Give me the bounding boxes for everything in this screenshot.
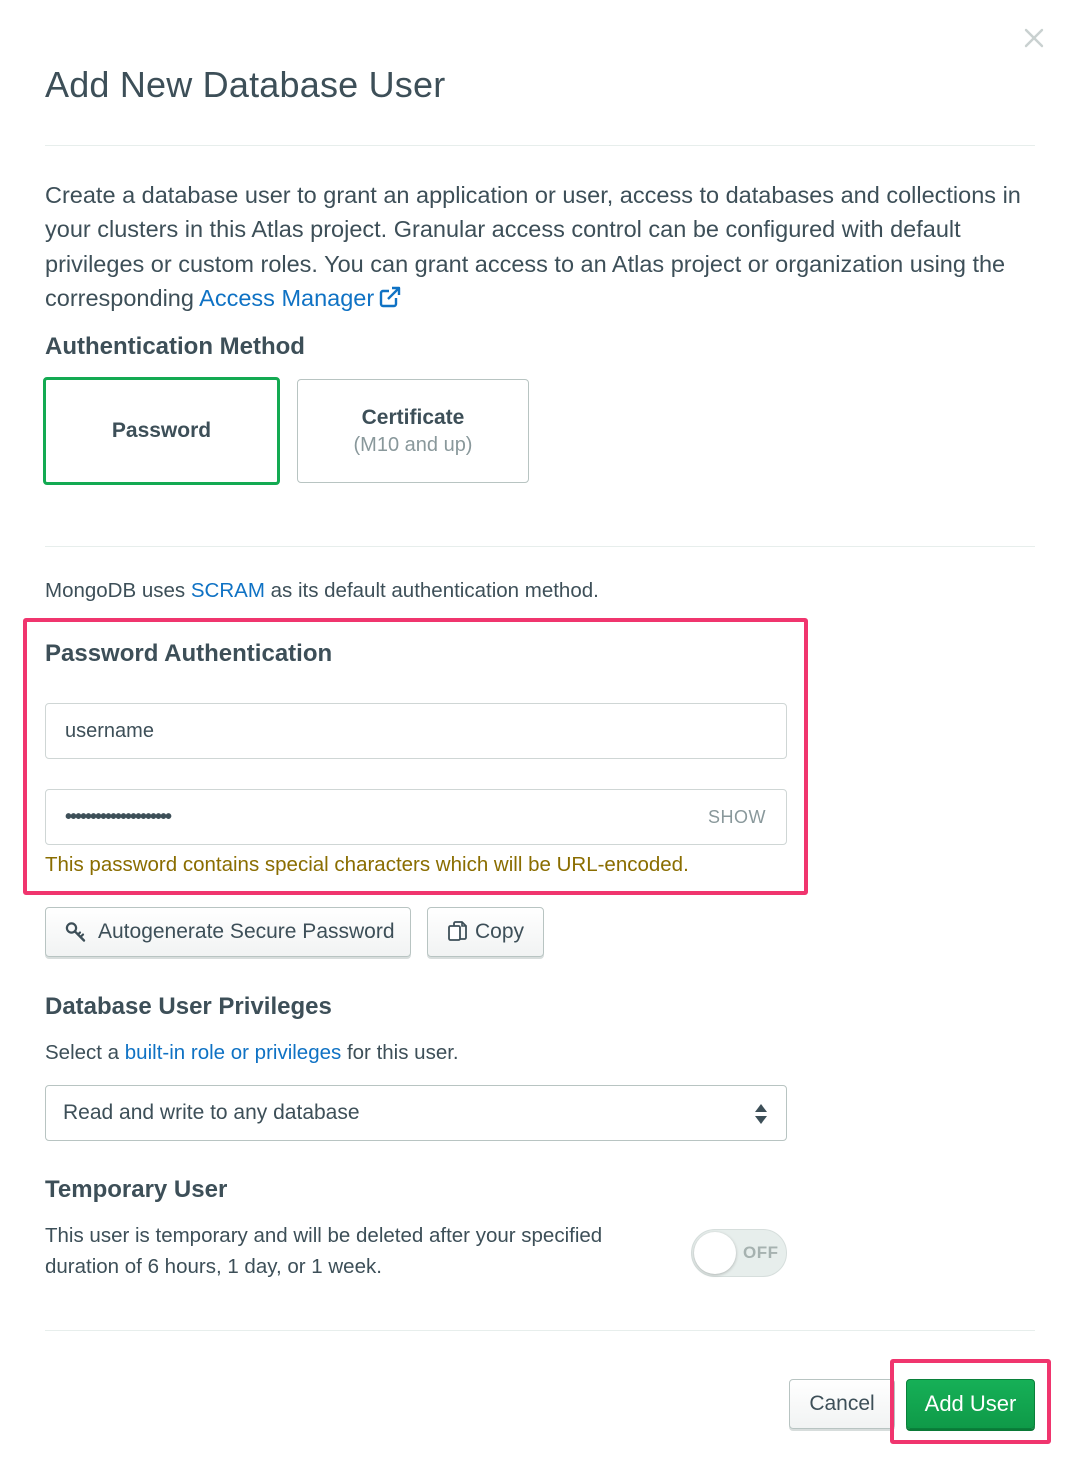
divider: [45, 145, 1035, 146]
auth-option-certificate-sublabel: (M10 and up): [353, 433, 473, 456]
scram-note-prefix: MongoDB uses: [45, 579, 191, 602]
password-value: •••••••••••••••••••••: [65, 805, 171, 828]
autogenerate-password-button[interactable]: [45, 907, 411, 957]
auth-method-heading: Authentication Method: [45, 333, 305, 360]
add-user-button-label: Add User: [924, 1391, 1017, 1416]
auth-option-certificate[interactable]: [297, 379, 529, 483]
copy-password-label: Copy: [475, 920, 525, 943]
privileges-note-prefix: Select a: [45, 1041, 125, 1064]
access-manager-link[interactable]: [199, 285, 402, 311]
autogenerate-password-label: Autogenerate Secure Password: [98, 920, 395, 943]
scram-note-suffix: as its default authentication method.: [264, 579, 599, 602]
privileges-heading: Database User Privileges: [45, 993, 332, 1020]
privileges-note-suffix: for this user.: [341, 1041, 459, 1064]
toggle-knob: [694, 1232, 736, 1274]
toggle-label: OFF: [743, 1243, 779, 1262]
scram-link[interactable]: SCRAM: [190, 579, 265, 602]
built-in-role-link[interactable]: built-in role or privileges: [124, 1041, 342, 1064]
show-password-button[interactable]: SHOW: [708, 807, 766, 827]
temporary-user-toggle[interactable]: [691, 1229, 787, 1277]
temporary-user-heading: Temporary User: [45, 1176, 228, 1203]
scram-note: [45, 579, 599, 603]
intro-text: [45, 178, 1035, 315]
select-arrows-icon: [754, 1102, 768, 1126]
temporary-user-description: This user is temporary and will be deleted after your specified duration of 6 hours, 1 day, or 1 week.: [45, 1224, 603, 1278]
key-icon: [64, 920, 88, 944]
close-icon[interactable]: [1018, 22, 1050, 54]
privileges-note: [45, 1041, 459, 1065]
auth-option-password[interactable]: [43, 377, 280, 485]
divider: [45, 546, 1035, 547]
external-link-icon: [378, 285, 402, 309]
password-warning: This password contains special characters which will be URL-encoded.: [45, 853, 689, 876]
auth-option-password-label: Password: [111, 419, 212, 442]
access-manager-link-label: Access Manager: [199, 284, 375, 311]
add-user-button[interactable]: [906, 1379, 1035, 1429]
password-auth-heading: Password Authentication: [45, 640, 333, 667]
username-value: username: [65, 719, 154, 742]
divider: [45, 1330, 1035, 1331]
role-select-value: Read and write to any database: [63, 1101, 360, 1124]
role-select[interactable]: [45, 1085, 787, 1141]
cancel-button-label: Cancel: [809, 1392, 875, 1415]
cancel-button[interactable]: [789, 1379, 895, 1429]
copy-password-button[interactable]: [427, 907, 544, 957]
auth-option-certificate-label: Certificate: [361, 405, 465, 429]
username-input[interactable]: [45, 703, 787, 759]
copy-icon: [446, 920, 470, 944]
intro-body: Create a database user to grant an application or user, access to databases and collections in your clusters in this Atlas project. Granular access control can be configured with default privileges or custom roles. You can grant access to an Atlas project or organization using the corresponding: [45, 182, 1021, 311]
password-input[interactable]: [45, 789, 787, 845]
dialog-title: Add New Database User: [45, 64, 446, 105]
